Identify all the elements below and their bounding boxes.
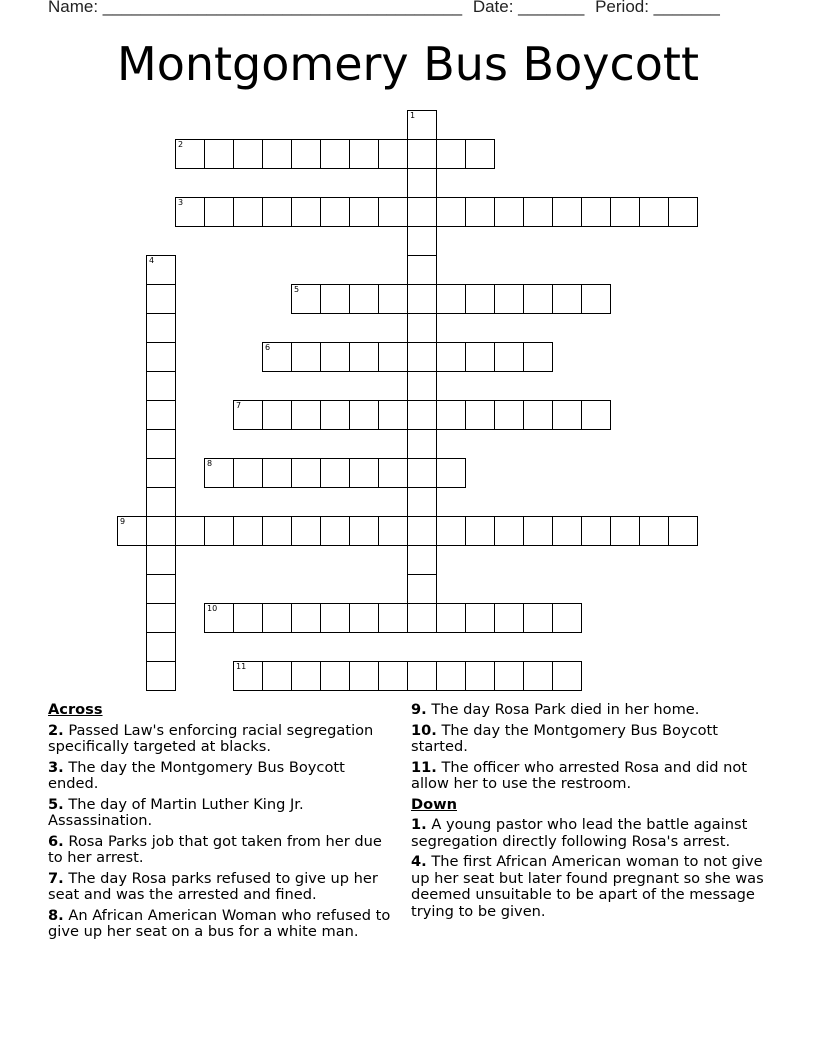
clues-column-left [48,702,398,945]
cell-number: 2 [178,140,184,149]
grid-cell[interactable] [349,603,379,633]
grid-cell[interactable] [233,458,263,488]
grid-cell[interactable] [378,603,408,633]
grid-cell[interactable] [465,342,495,372]
grid-cell[interactable] [146,487,176,517]
grid-cell[interactable] [291,516,321,546]
clue-down-4: 4. The first African American woman to not give up her seat but later found pregnant so she was deemed unsuitable to be apart of the message trying to be given. [411,853,764,920]
grid-cell[interactable] [204,197,234,227]
grid-cell[interactable] [146,661,176,691]
grid-cell[interactable] [581,284,611,314]
grid-cell[interactable] [465,516,495,546]
grid-cell[interactable] [378,458,408,488]
clue-across-6: 6. Rosa Parks job that got taken from her due to her arrest. [48,832,382,866]
grid-cell[interactable] [146,574,176,604]
grid-cell[interactable] [378,139,408,169]
grid-cell[interactable] [320,400,350,430]
grid-cell[interactable] [378,516,408,546]
grid-cell[interactable] [262,603,292,633]
grid-cell[interactable] [378,400,408,430]
cell-number: 7 [236,401,242,410]
puzzle-title: Montgomery Bus Boycott [117,37,699,91]
cell-number: 4 [149,256,155,265]
grid-cell[interactable] [407,371,437,401]
grid-cell[interactable] [552,284,582,314]
grid-cell[interactable] [320,516,350,546]
grid-cell[interactable] [407,516,437,546]
grid-cell[interactable] [407,545,437,575]
grid-cell[interactable] [291,661,321,691]
grid-cell[interactable] [436,516,466,546]
grid-cell[interactable] [494,603,524,633]
grid-cell[interactable] [610,197,640,227]
grid-cell[interactable] [407,603,437,633]
grid-cell[interactable] [407,255,437,285]
grid-cell[interactable] [233,603,263,633]
grid-cell[interactable] [378,661,408,691]
grid-cell[interactable] [175,197,205,227]
grid-cell[interactable] [494,197,524,227]
grid-cell[interactable] [262,516,292,546]
grid-cell[interactable] [407,487,437,517]
grid-cell[interactable] [349,516,379,546]
grid-cell[interactable] [494,516,524,546]
grid-cell[interactable] [233,661,263,691]
clues-column-right [411,702,771,924]
grid-cell[interactable] [378,342,408,372]
grid-cell[interactable] [523,603,553,633]
grid-cell[interactable] [407,429,437,459]
grid-cell[interactable] [320,197,350,227]
clue-across-3: 3. The day the Montgomery Bus Boycott ended. [48,758,345,792]
grid-cell[interactable] [407,458,437,488]
grid-cell[interactable] [146,313,176,343]
grid-cell[interactable] [233,139,263,169]
grid-cell[interactable] [349,400,379,430]
grid-cell[interactable] [407,197,437,227]
grid-cell[interactable] [523,197,553,227]
grid-cell[interactable] [494,400,524,430]
grid-cell[interactable] [465,661,495,691]
cell-number: 5 [294,285,300,294]
grid-cell[interactable] [320,284,350,314]
grid-cell[interactable] [407,400,437,430]
grid-cell[interactable] [204,458,234,488]
grid-cell[interactable] [407,574,437,604]
grid-cell[interactable] [262,400,292,430]
grid-cell[interactable] [262,139,292,169]
cell-number: 11 [236,662,247,671]
grid-cell[interactable] [146,371,176,401]
grid-cell[interactable] [262,458,292,488]
clue-across-2: 2. Passed Law's enforcing racial segregation specifically targeted at blacks. [48,721,374,755]
grid-cell[interactable] [436,284,466,314]
grid-cell[interactable] [262,342,292,372]
grid-cell[interactable] [407,139,437,169]
grid-cell[interactable] [494,661,524,691]
grid-cell[interactable] [436,139,466,169]
grid-cell[interactable] [552,603,582,633]
grid-cell[interactable] [407,168,437,198]
grid-cell[interactable] [291,603,321,633]
grid-cell[interactable] [581,197,611,227]
name-field[interactable]: Name: ______________________________________ [48,0,463,16]
grid-cell[interactable] [349,139,379,169]
cell-number: 9 [120,517,126,526]
clue-across-7: 7. The day Rosa parks refused to give up her seat and was the arrested and fined. [48,869,378,903]
grid-cell[interactable] [523,284,553,314]
grid-cell[interactable] [523,342,553,372]
grid-cell[interactable] [349,284,379,314]
grid-cell[interactable] [175,516,205,546]
grid-cell[interactable] [436,458,466,488]
grid-cell[interactable] [291,458,321,488]
grid-cell[interactable] [407,284,437,314]
grid-cell[interactable] [407,661,437,691]
grid-cell[interactable] [291,400,321,430]
grid-cell[interactable] [407,226,437,256]
down-heading: Down [411,795,458,813]
grid-cell[interactable] [320,603,350,633]
clue-across-11: 11. The officer who arrested Rosa and did not allow her to use the restroom. [411,758,748,792]
grid-cell[interactable] [407,313,437,343]
grid-cell[interactable] [204,139,234,169]
grid-cell[interactable] [146,429,176,459]
grid-cell[interactable] [146,458,176,488]
grid-cell[interactable] [349,661,379,691]
grid-cell[interactable] [291,342,321,372]
grid-cell[interactable] [291,284,321,314]
grid-cell[interactable] [465,400,495,430]
grid-cell[interactable] [494,284,524,314]
clue-across-10: 10. The day the Montgomery Bus Boycott started. [411,721,718,755]
grid-cell[interactable] [668,516,698,546]
grid-cell[interactable] [581,516,611,546]
grid-cell[interactable] [291,197,321,227]
grid-cell[interactable] [465,603,495,633]
grid-cell[interactable] [233,516,263,546]
grid-cell[interactable] [320,458,350,488]
cell-number: 10 [207,604,218,613]
grid-cell[interactable] [146,342,176,372]
grid-cell[interactable] [639,197,669,227]
cell-number: 3 [178,198,184,207]
across-heading: Across [48,701,103,718]
grid-cell[interactable] [494,342,524,372]
grid-cell[interactable] [146,516,176,546]
grid-cell[interactable] [204,603,234,633]
grid-cell[interactable] [523,516,553,546]
grid-cell[interactable] [146,632,176,662]
date-field[interactable]: Date: _______ [472,0,585,16]
grid-cell[interactable] [523,400,553,430]
grid-cell[interactable] [320,661,350,691]
grid-cell[interactable] [262,197,292,227]
grid-cell[interactable] [175,139,205,169]
grid-cell[interactable] [146,603,176,633]
cell-number: 8 [207,459,213,468]
grid-cell[interactable] [610,516,640,546]
grid-cell[interactable] [639,516,669,546]
grid-cell[interactable] [117,516,147,546]
grid-cell[interactable] [146,545,176,575]
clue-across-5: 5. The day of Martin Luther King Jr. Assassination. [48,795,304,829]
cell-number: 1 [410,111,416,120]
grid-cell[interactable] [523,661,553,691]
grid-cell[interactable] [465,284,495,314]
grid-cell[interactable] [552,197,582,227]
grid-cell[interactable] [552,661,582,691]
grid-cell[interactable] [378,284,408,314]
grid-cell[interactable] [233,197,263,227]
grid-cell[interactable] [291,139,321,169]
grid-cell[interactable] [436,661,466,691]
grid-cell[interactable] [349,197,379,227]
grid-cell[interactable] [204,516,234,546]
grid-cell[interactable] [581,400,611,430]
grid-cell[interactable] [320,139,350,169]
grid-cell[interactable] [146,255,176,285]
grid-cell[interactable] [436,400,466,430]
grid-cell[interactable] [436,197,466,227]
cell-number: 6 [265,343,271,352]
grid-cell[interactable] [465,197,495,227]
clue-down-1: 1. A young pastor who lead the battle against segregation directly following Rosa's arrest. [411,816,748,850]
grid-cell[interactable] [320,342,350,372]
grid-cell[interactable] [349,458,379,488]
grid-cell[interactable] [146,400,176,430]
clue-across-9: 9. The day Rosa Park died in her home. [411,701,700,718]
grid-cell[interactable] [262,661,292,691]
grid-cell[interactable] [378,197,408,227]
grid-cell[interactable] [349,342,379,372]
grid-cell[interactable] [436,342,466,372]
grid-cell[interactable] [668,197,698,227]
grid-cell[interactable] [552,516,582,546]
period-field[interactable]: Period: _______ [595,0,720,16]
grid-cell[interactable] [436,603,466,633]
grid-cell[interactable] [407,342,437,372]
grid-cell[interactable] [465,139,495,169]
clue-across-8: 8. An African American Woman who refused to give up her seat on a bus for a white man. [48,906,391,940]
grid-cell[interactable] [552,400,582,430]
grid-cell[interactable] [146,284,176,314]
grid-cell[interactable] [233,400,263,430]
grid-cell[interactable] [407,110,437,140]
